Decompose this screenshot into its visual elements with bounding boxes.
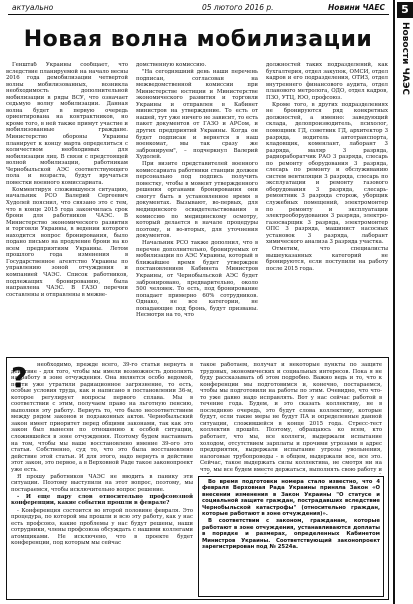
notice-paragraph: Во время подготовки номера стало известно, что 4 февраля Верховная Рада Украины приняла Закон «О внесении изменения в Закон Украины "О статусе и социальной защите граждан, пострадавших вследствие Чернобыльской катастрофы" (относительно граждан, которые работают в зоне отчуждения)». [202,479,380,518]
paragraph: должностей таких подразделений, как бухгалтерия, отдел закупок, ОМСИ, отдел кадров и его подразделения, ОТИЗ, отдел внутреннего финансового аудита, отдел планового метролога, ОДО, отдел кадров, ПЗО, УТЦ, ЮО, профсоюз. [266,62,388,101]
paragraph: "На сегодняшний день наши перечень подписан, согласован на межведомственной комиссии при Министерстве юстиции и Министерстве экономического развития и торговли Украины и отправлен в Кабинет министров на утверждение. То есть от нашей, тут уже ничего не зависит, то есть пакет документов от ГАЗО и АРСом, и других предприятий Украины. Когда он будет подписан и вернется в наш военкомат, мы так сразу же забронируем", – подчеркнул Валерий Худолей. [136,69,258,161]
issue-date: 05 лютого 2016 р. [202,3,274,12]
interview-column-1 [11,362,193,597]
breaking-notice [198,476,384,597]
notice-paragraph: В соответствии с законом, гражданам, которые работают в зоне отчуждения, устанавливаются доплаты в порядке и размерах, определенных Кабинетом Министров Украины. Соответствующий законопроект зарегистрирован под № 2524а. [202,518,380,551]
paragraph: Я прошу работников ЧАЭС не вводить в панику эти ситуации. Поэтому выступили на этот вопрос, поэтому, мы постараемся, чтобы исключительно вопрос решение. [11,473,193,493]
interview-box [6,357,389,600]
interview-question: - И еще пару слов относительно профсоюзной конференции, какие события прошли в феврале? [11,493,193,507]
page-number: 5 [397,2,413,18]
paragraph: Генштаб Украины сообщает, что вследствие планируемой на начало весны 2016 года демобилизации четвертой волны мобилизованных, возникла необходимость дополнительной мобилизации в ряды ВСУ, что означает седьмую волну мобилизации. Данная волна будет в первую очередь ориентирована на контрактников, но кроме того, в ней также примут участие и мобилизованные граждане. Министерство обороны Украины планирует к концу марта определиться с количеством необходимых для мобилизации лиц. В связи с предстоящей волной мобилизации, работникам Чернобыльской АЭС соответствующего пола и возраста, будут вручаться повестки военного комиссариата. [6,62,128,186]
side-bar [393,0,413,604]
article-column-3 [266,62,388,352]
paragraph: необходимо, прежде всего, 39-го статьи вернуть в действие - для того, чтобы мы имели возможность дополнять на работу в зоне отчуждения. Она является особо ведомой, почти уже утратили радиационное загрязнение, то есть, особые условия труда, как и написано в постановлении 36-м, которое регулирует вопросы первого сплава. Мы в соответствии с этим, получаем право на льготную пенсию, выполняя эту работу. Вернуть то, что было несоответствием между рядом законов и подзаконных актов. Чернобыльский закон имеет приоритет перед общими законами, так как это закон был вынесен по отношению к особой ситуации, сложившейся в зоне отчуждения. Поэтому будем настаивать на том, чтобы мы ваше восстановлено имение 39-ого это статьи. Собственно, суд то, что это была восстановлено действие этой статьи. И для этого, надо вернуть в действие этот закон, это первое, а в Верховной Раде такое законопроект уже есть. [11,362,193,473]
article-columns [6,62,389,352]
article-column-1 [6,62,128,352]
paragraph: Начальник РСО также дополнил, что в перечне дополнительно, бронируемых от мобилизации по АЭС Украины, который в ближайшее время будет утвержден постановлением Кабинета Министров Украины, от Чернобыльской АЭС будет забронировано, предварительно, около 500 человек. То есть, под бронирование попадает примерно 60% сотрудников. Однако, не все категории, не попадающие под бронь, будут призваны. Несмотря на то, что [136,240,258,319]
paragraph: Комментируя сложившуюся ситуацию, начальник РСО Валерий Сергеевич Худолей пояснил, что связано это с тем, что в конце 2015 года закончилась срок брони для работников ЧАЭС. В Министерство экономического развития и торговли Украины, в ведении которого находится вопрос бронирования, было подано письмо на продление брони на ко всем предприятиям Украины. Летом прошлого года изменения в Государственное агентство Украины по управлению зоной отчуждения и компанией ЧАЭС. Список работников, подлежащих бронированию, была направлена ЧАЭС. В ГАЗО перечни составлены и отправлены в межве- [6,186,128,298]
article-headline: Новая волна мобилизации [23,27,373,52]
page-header [4,2,389,14]
paragraph: такое работаем, получат и некоторые пункты по защите трудовых, экономических и социальных интересов. Пока я не буду рассказывать об этом подробно. Важно ведь и то, что к конференции мы подготовимся и, конечно, постараемся, чтобы мы подготовили на работы по этим. Очевидно, что что-то уже давно надо исправлять. Вот у нас сейчас работой в течение года. Будем, и это сказать коллективу, не в последнюю очередь, это будут слова коллективу, которые будут, если такие меры не будут ПА и определенные данной ситуации, сложившейся в конце 2015 года. Стресс-тест коллектив прошёл. Поэтому, обращаюсь ко всем, кто работает, что мы, все коллеги, выдержали испытание холодом, отсутствием зарплаты и прочими угрозами в адрес предприятия, выдержали испытание угрозы увольнения, налоговые трубопроводы - в общем, выдержали все, все это. Сейчас, такое выдержать силы коллектива, не смотря ни на что, мы все будем вместе держаться, выполнять свою работу и [200,362,382,473]
publication-name: Новини ЧАЕС [328,3,385,12]
question-mark-icon: ? [11,361,28,394]
interview-column-2 [200,362,382,474]
paragraph: Отметим, что специалисты вышеуказанных категорий не бронируются, если поступили на работу после 2015 года. [266,246,388,272]
paragraph: домственную комиссию. [136,62,207,68]
article-column-2 [136,62,258,352]
paragraph: При визите представителей военного комиссариата работники станции должен персонально под подпись получить повестку, чтобы в момент утвержденного решения органами бронирования они смогут быть в установленное время в документах. Вызывают, во-первых, для медицинского освидетельствования в комиссию по медицинскому осмотру, который делается в начале процедуры поэтому, и во-вторых, для уточнения документов. [136,161,258,240]
paragraph: Кроме того, в других подразделениях не бронируются ряд конкретных должностей, а именно: заведующий склада, делопроизводитель, психолог, помощник ГД, советник ГД, архитектор 3 разряда, водитель автотранспорта, кладовщик, коменлант, лаборант 3 разряда, маляр 3 разряда, радиораборатчик РАО 3 разряда, слесарь по ремонту оборудования 3 разряда, слесарь по ремонту и обслуживанию систем вентиляции 3 разряда, слесарь по эксплуатации и ремонту газового оборудования 3 разряда, слесарь-ремонтник 3 разряда сторож, уборщик служебных помещений, электромонтер по ремонту и эксплуатации электрооборудования 3 разряда, электро-газосварщик 3 разряда, электромонтер ОПС 3 разряда, машинист насосных установок 3 разряда, лаборант химического анализа 3 разряда участка. [266,101,388,246]
side-title: Новости ЧАЭС [400,22,410,96]
paragraph: - Конференция состоится во второй половине февраля. Это процедура, по которой мы прошли и всю эту работу, как у нас есть профсоюз, какие проблемы у нас будут решены, наши сотрудники, члены профсоюза обсуждать с нашими коллегами атомщиками. Не исключено, что в проекте будет конференции, под которым мы сейчас [11,507,193,547]
header-divider [8,14,389,15]
section-label: актуально [12,3,54,12]
